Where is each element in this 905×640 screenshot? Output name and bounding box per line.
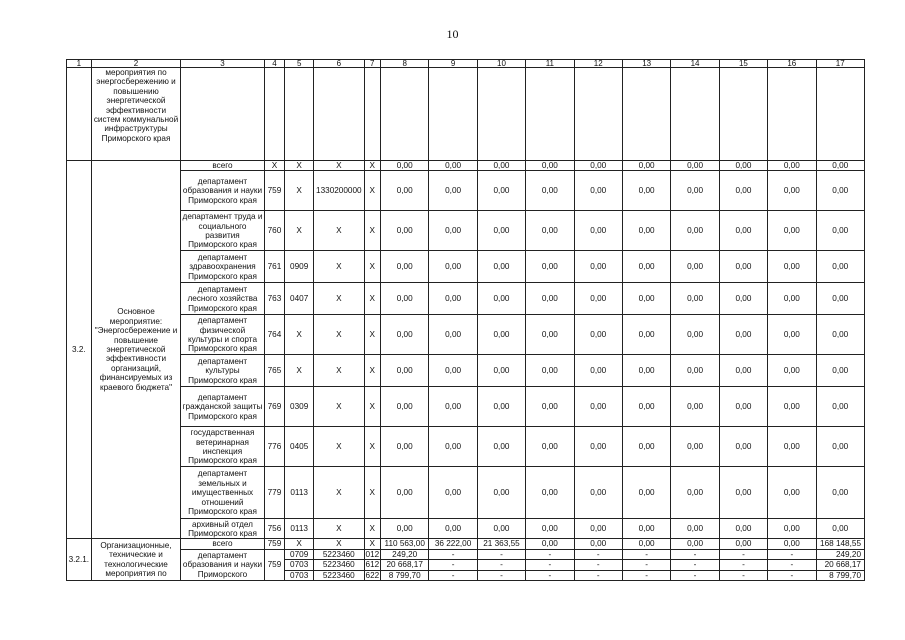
amount-cell: -: [429, 560, 477, 570]
amount-cell: -: [622, 570, 670, 580]
empty-cell: [264, 68, 285, 161]
column-header: 16: [768, 60, 816, 68]
section-code: 0703: [285, 570, 314, 580]
section-code: Х: [285, 355, 314, 387]
amount-cell: 0,00: [574, 161, 622, 171]
amount-cell: 0,00: [477, 387, 525, 427]
amount-cell: 0,00: [381, 211, 429, 251]
executor-name: департамент образования и науки Приморского: [181, 549, 264, 580]
amount-cell: 0,00: [429, 467, 477, 519]
amount-cell: -: [526, 549, 574, 559]
amount-cell: -: [574, 570, 622, 580]
expense-type-code: Х: [364, 283, 380, 315]
section-code: 0309: [285, 387, 314, 427]
amount-cell: 0,00: [477, 315, 525, 355]
empty-cell: [429, 68, 477, 161]
amount-cell: 0,00: [768, 519, 816, 539]
table-row: [67, 387, 865, 427]
amount-cell: 0,00: [574, 539, 622, 549]
table-row: [67, 467, 865, 519]
amount-cell: -: [622, 549, 670, 559]
amount-cell: -: [719, 549, 767, 559]
amount-cell: 0,00: [429, 211, 477, 251]
column-header: 4: [264, 60, 285, 68]
executor-name: всего: [181, 539, 264, 549]
amount-cell: 249,20: [381, 549, 429, 559]
expense-type-code: Х: [364, 161, 380, 171]
amount-cell: 0,00: [477, 283, 525, 315]
expense-type-code: Х: [364, 355, 380, 387]
empty-cell: [671, 68, 719, 161]
amount-cell: 0,00: [816, 161, 864, 171]
section-code: 0703: [285, 560, 314, 570]
amount-cell: 0,00: [671, 519, 719, 539]
target-item-code: 5223460: [314, 549, 364, 559]
amount-cell: 0,00: [574, 171, 622, 211]
amount-cell: 0,00: [816, 355, 864, 387]
budget-code: 761: [264, 251, 285, 283]
amount-cell: 0,00: [768, 171, 816, 211]
amount-cell: 0,00: [719, 283, 767, 315]
target-item-code: Х: [314, 467, 364, 519]
empty-cell: [285, 68, 314, 161]
amount-cell: 0,00: [719, 519, 767, 539]
amount-cell: 0,00: [768, 161, 816, 171]
amount-cell: 0,00: [526, 427, 574, 467]
empty-cell: [181, 68, 264, 161]
amount-cell: 0,00: [719, 171, 767, 211]
amount-cell: 0,00: [816, 387, 864, 427]
amount-cell: 8 799,70: [816, 570, 864, 580]
amount-cell: 0,00: [526, 519, 574, 539]
amount-cell: -: [671, 570, 719, 580]
amount-cell: 0,00: [526, 539, 574, 549]
amount-cell: -: [429, 549, 477, 559]
budget-code: 759: [264, 549, 285, 580]
amount-cell: 0,00: [622, 251, 670, 283]
amount-cell: 0,00: [768, 387, 816, 427]
amount-cell: 0,00: [574, 283, 622, 315]
amount-cell: 0,00: [526, 315, 574, 355]
amount-cell: 0,00: [477, 251, 525, 283]
amount-cell: 0,00: [671, 467, 719, 519]
table-row: [67, 251, 865, 283]
empty-cell: [816, 68, 864, 161]
target-item-code: 5223460: [314, 570, 364, 580]
empty-cell: [526, 68, 574, 161]
amount-cell: 0,00: [719, 211, 767, 251]
amount-cell: 0,00: [816, 427, 864, 467]
amount-cell: 0,00: [429, 161, 477, 171]
empty-cell: [719, 68, 767, 161]
amount-cell: 0,00: [671, 283, 719, 315]
amount-cell: 0,00: [719, 387, 767, 427]
table-row: [67, 355, 865, 387]
budget-code: 765: [264, 355, 285, 387]
amount-cell: 0,00: [477, 161, 525, 171]
column-header: 6: [314, 60, 364, 68]
amount-cell: 0,00: [816, 283, 864, 315]
table-row: [67, 161, 865, 171]
executor-name: департамент труда и социального развития Приморского края: [182, 212, 263, 250]
amount-cell: 0,00: [816, 251, 864, 283]
amount-cell: 0,00: [381, 427, 429, 467]
amount-cell: 0,00: [768, 251, 816, 283]
budget-code: 776: [264, 427, 285, 467]
expense-type-code: Х: [364, 315, 380, 355]
target-item-code: Х: [314, 355, 364, 387]
column-header: 15: [719, 60, 767, 68]
amount-cell: 0,00: [574, 427, 622, 467]
table-row: [67, 68, 865, 161]
column-header: 5: [285, 60, 314, 68]
amount-cell: 0,00: [429, 251, 477, 283]
amount-cell: 0,00: [719, 427, 767, 467]
column-header: 14: [671, 60, 719, 68]
amount-cell: 0,00: [719, 539, 767, 549]
target-item-code: Х: [314, 539, 364, 549]
amount-cell: 0,00: [381, 355, 429, 387]
amount-cell: 0,00: [671, 387, 719, 427]
amount-cell: 0,00: [429, 315, 477, 355]
executor-name: департамент земельных и имущественных отношений Приморского края: [181, 467, 264, 519]
column-header: 12: [574, 60, 622, 68]
table-row: [67, 315, 865, 355]
executor-name: государственная ветеринарная инспекция Приморского края: [181, 427, 264, 467]
amount-cell: 0,00: [381, 171, 429, 211]
section-code: Х: [285, 315, 314, 355]
activity-name: мероприятия по энергосбережению и повышению энергетической эффективности систем коммунальной инфраструктуры Приморского края: [91, 68, 181, 161]
amount-cell: 0,00: [429, 519, 477, 539]
amount-cell: -: [574, 549, 622, 559]
amount-cell: 0,00: [671, 171, 719, 211]
executor-name: департамент здравоохранения Приморского края: [181, 251, 264, 283]
amount-cell: 0,00: [768, 539, 816, 549]
budget-code: 759: [264, 539, 285, 549]
column-header: 8: [381, 60, 429, 68]
budget-code: 763: [264, 283, 285, 315]
target-item-code: 1330200000: [314, 171, 364, 211]
amount-cell: -: [768, 549, 816, 559]
amount-cell: -: [768, 570, 816, 580]
table-row: [67, 211, 865, 251]
amount-cell: 0,00: [526, 283, 574, 315]
column-header: 2: [91, 60, 181, 68]
amount-cell: 0,00: [526, 355, 574, 387]
page-number: 10: [446, 27, 459, 41]
budget-code: 759: [264, 171, 285, 211]
amount-cell: 0,00: [477, 171, 525, 211]
target-item-code: Х: [314, 251, 364, 283]
empty-cell: [381, 68, 429, 161]
executor-name: департамент физической культуры и спорта Приморского края: [181, 315, 264, 355]
amount-cell: -: [671, 549, 719, 559]
amount-cell: 0,00: [816, 171, 864, 211]
target-item-code: Х: [314, 519, 364, 539]
amount-cell: 249,20: [816, 549, 864, 559]
amount-cell: 0,00: [477, 519, 525, 539]
expense-type-code: Х: [364, 539, 380, 549]
amount-cell: 0,00: [671, 315, 719, 355]
target-item-code: Х: [314, 211, 364, 251]
amount-cell: 0,00: [671, 355, 719, 387]
budget-code: 756: [264, 519, 285, 539]
amount-cell: -: [477, 570, 525, 580]
amount-cell: 0,00: [574, 315, 622, 355]
expense-type-code: Х: [364, 519, 380, 539]
amount-cell: 0,00: [719, 161, 767, 171]
amount-cell: 0,00: [477, 427, 525, 467]
amount-cell: 0,00: [816, 467, 864, 519]
expense-type-code: Х: [364, 387, 380, 427]
table-row: [67, 539, 865, 549]
amount-cell: -: [574, 560, 622, 570]
section-code: Х: [285, 161, 314, 171]
expense-type-code: Х: [364, 251, 380, 283]
section-code: Х: [285, 171, 314, 211]
section-number: 3.2.: [67, 161, 92, 539]
amount-cell: 0,00: [381, 251, 429, 283]
amount-cell: -: [719, 570, 767, 580]
expense-type-code: 622: [365, 570, 380, 580]
program-table: [66, 59, 865, 581]
amount-cell: 0,00: [574, 467, 622, 519]
section-number: 3.2.1.: [67, 539, 92, 581]
amount-cell: 0,00: [477, 355, 525, 387]
activity-name: Основное мероприятие: "Энергосбережение и повышение энергетической эффективности организаций, финансируемых из краевого бюджета": [91, 161, 181, 539]
amount-cell: -: [526, 570, 574, 580]
header-row: [67, 60, 865, 68]
amount-cell: 0,00: [768, 467, 816, 519]
expense-type-code: Х: [364, 171, 380, 211]
executor-name: департамент образования и науки Приморского края: [181, 171, 264, 211]
amount-cell: 20 668,17: [816, 560, 864, 570]
amount-cell: 0,00: [622, 467, 670, 519]
executor-name: департамент гражданской защиты Приморского края: [181, 387, 264, 427]
amount-cell: 0,00: [622, 211, 670, 251]
section-code: 0405: [285, 427, 314, 467]
amount-cell: 0,00: [526, 467, 574, 519]
budget-code: Х: [264, 161, 285, 171]
expense-type-code: 612: [365, 560, 380, 570]
table-row: [67, 519, 865, 539]
amount-cell: 0,00: [429, 283, 477, 315]
empty-cell: [574, 68, 622, 161]
amount-cell: 0,00: [719, 355, 767, 387]
amount-cell: 0,00: [816, 519, 864, 539]
table-row: [67, 549, 865, 559]
amount-cell: 20 668,17: [381, 560, 429, 570]
amount-cell: 0,00: [622, 427, 670, 467]
amount-cell: 0,00: [429, 387, 477, 427]
amount-cell: 0,00: [381, 161, 429, 171]
expense-type-code: 012: [365, 549, 380, 559]
empty-cell: [622, 68, 670, 161]
amount-cell: 0,00: [768, 427, 816, 467]
amount-cell: 0,00: [671, 539, 719, 549]
executor-name: департамент культуры Приморского края: [181, 355, 264, 387]
empty-cell: [768, 68, 816, 161]
amount-cell: 0,00: [622, 539, 670, 549]
amount-cell: -: [671, 560, 719, 570]
section-code: Х: [285, 211, 314, 251]
amount-cell: 0,00: [622, 315, 670, 355]
section-code: 0113: [285, 519, 314, 539]
column-header: 1: [67, 60, 92, 68]
amount-cell: 110 563,00: [381, 539, 429, 549]
amount-cell: 0,00: [574, 211, 622, 251]
column-header: 13: [622, 60, 670, 68]
amount-cell: 0,00: [477, 467, 525, 519]
section-code: 0407: [285, 283, 314, 315]
amount-cell: 0,00: [671, 251, 719, 283]
amount-cell: -: [719, 560, 767, 570]
amount-cell: 0,00: [574, 251, 622, 283]
amount-cell: 0,00: [768, 355, 816, 387]
amount-cell: 0,00: [526, 161, 574, 171]
empty-cell: [477, 68, 525, 161]
target-item-code: Х: [314, 427, 364, 467]
budget-code: 760: [264, 211, 285, 251]
amount-cell: 21 363,55: [477, 539, 525, 549]
amount-cell: 0,00: [622, 387, 670, 427]
amount-cell: 0,00: [622, 283, 670, 315]
amount-cell: 0,00: [381, 283, 429, 315]
amount-cell: 0,00: [719, 467, 767, 519]
expense-type-code: Х: [364, 211, 380, 251]
amount-cell: 0,00: [526, 211, 574, 251]
section-code: 0909: [285, 251, 314, 283]
amount-cell: 0,00: [671, 211, 719, 251]
amount-cell: 0,00: [622, 519, 670, 539]
budget-code: 769: [264, 387, 285, 427]
amount-cell: 0,00: [719, 315, 767, 355]
amount-cell: 0,00: [429, 355, 477, 387]
executor-name: архивный отдел Приморского края: [181, 519, 264, 539]
amount-cell: 0,00: [526, 387, 574, 427]
amount-cell: 0,00: [622, 171, 670, 211]
amount-cell: 0,00: [381, 467, 429, 519]
amount-cell: 0,00: [477, 211, 525, 251]
amount-cell: 0,00: [768, 283, 816, 315]
table-row: [67, 283, 865, 315]
amount-cell: 0,00: [719, 251, 767, 283]
budget-code: 764: [264, 315, 285, 355]
amount-cell: 0,00: [574, 387, 622, 427]
section-code: Х: [285, 539, 314, 549]
expense-type-code: Х: [364, 467, 380, 519]
amount-cell: 0,00: [768, 211, 816, 251]
amount-cell: 0,00: [622, 161, 670, 171]
amount-cell: 8 799,70: [381, 570, 429, 580]
empty-cell: [364, 68, 380, 161]
table-row: [67, 171, 865, 211]
amount-cell: 0,00: [816, 211, 864, 251]
table-row: [67, 427, 865, 467]
amount-cell: 0,00: [816, 315, 864, 355]
section-code: 0113: [285, 467, 314, 519]
column-header: 11: [526, 60, 574, 68]
column-header: 7: [364, 60, 380, 68]
target-item-code: Х: [314, 161, 364, 171]
amount-cell: 0,00: [671, 161, 719, 171]
amount-cell: 0,00: [429, 171, 477, 211]
section-code: 0709: [285, 549, 314, 559]
target-item-code: 5223460: [314, 560, 364, 570]
executor-name: всего: [181, 161, 264, 171]
target-item-code: Х: [314, 315, 364, 355]
amount-cell: -: [622, 560, 670, 570]
amount-cell: -: [526, 560, 574, 570]
amount-cell: -: [429, 570, 477, 580]
amount-cell: 0,00: [381, 519, 429, 539]
amount-cell: 0,00: [429, 427, 477, 467]
empty-cell: [314, 68, 364, 161]
amount-cell: 0,00: [622, 355, 670, 387]
target-item-code: Х: [314, 387, 364, 427]
column-header: 3: [181, 60, 264, 68]
amount-cell: 0,00: [526, 251, 574, 283]
amount-cell: 0,00: [574, 519, 622, 539]
amount-cell: -: [768, 560, 816, 570]
column-header: 9: [429, 60, 477, 68]
target-item-code: Х: [314, 283, 364, 315]
column-header: 17: [816, 60, 864, 68]
executor-name: департамент лесного хозяйства Приморского края: [181, 283, 264, 315]
amount-cell: 0,00: [671, 427, 719, 467]
budget-code: 779: [264, 467, 285, 519]
amount-cell: 0,00: [574, 355, 622, 387]
expense-type-code: Х: [364, 427, 380, 467]
row-number-empty: [67, 68, 92, 161]
amount-cell: 0,00: [526, 171, 574, 211]
amount-cell: 0,00: [381, 315, 429, 355]
amount-cell: 36 222,00: [429, 539, 477, 549]
amount-cell: -: [477, 549, 525, 559]
column-header: 10: [477, 60, 525, 68]
activity-name: Организационные, технические и технологические мероприятия по: [91, 539, 181, 581]
amount-cell: 0,00: [768, 315, 816, 355]
amount-cell: -: [477, 560, 525, 570]
amount-cell: 0,00: [381, 387, 429, 427]
amount-cell: 168 148,55: [816, 539, 864, 549]
